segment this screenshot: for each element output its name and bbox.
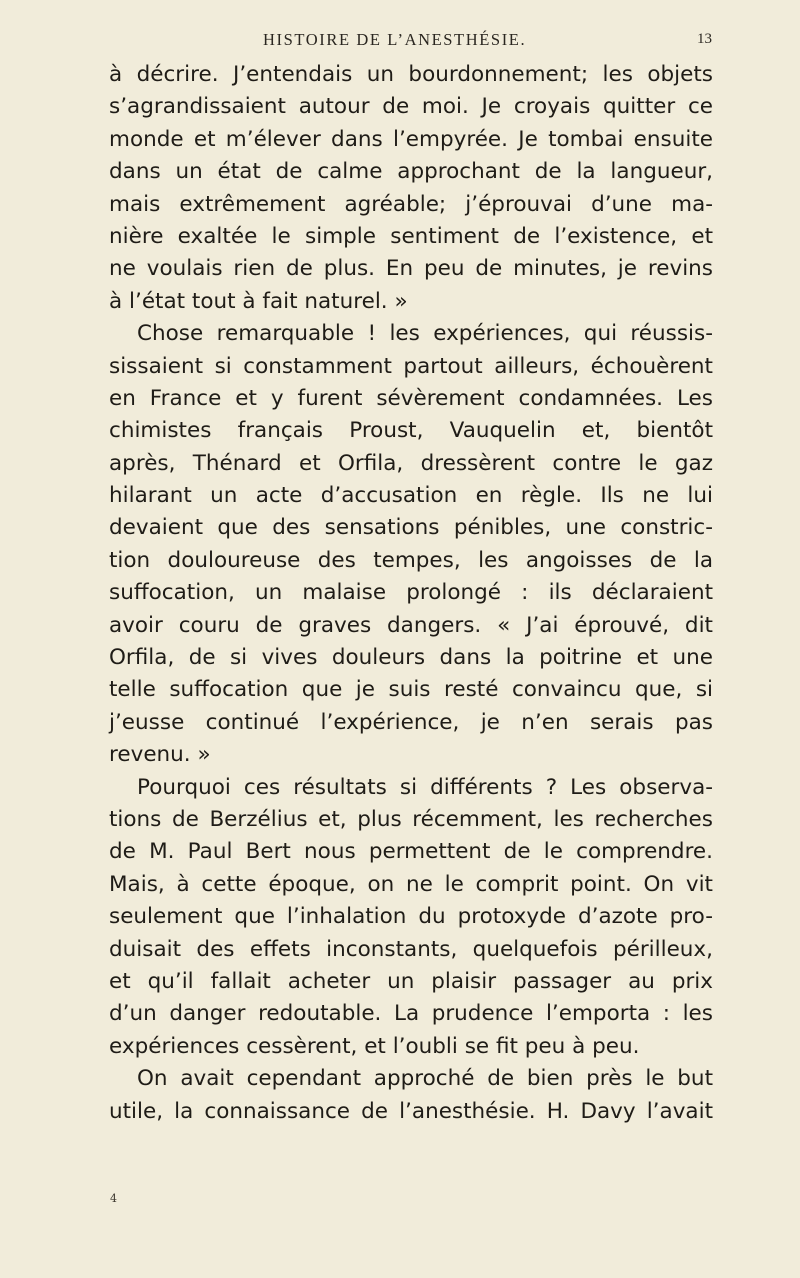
text-line: sissaient si constamment partout ailleurs, échouèrent	[109, 353, 713, 379]
text-line: tions de Berzélius et, plus récemment, les recherches	[109, 806, 713, 832]
text-line: devaient que des sensations pénibles, une constric-	[109, 515, 713, 541]
text-line: telle suffocation que je suis resté convaincu que, si	[109, 677, 713, 703]
text-line: chimistes français Proust, Vauquelin et, bientôt	[109, 418, 713, 444]
text-line: à décrire. J’entendais un bourdonnement; les objets	[109, 62, 713, 87]
text-line: hilarant un acte d’accusation en règle. Ils ne lui	[109, 483, 713, 509]
text-line: Mais, à cette époque, on ne le comprit point. On vit	[109, 871, 713, 897]
text-line: revenu. »	[109, 742, 211, 768]
text-line: Pourquoi ces résultats si différents ? Les observa-	[137, 774, 713, 800]
text-line: utile, la connaissance de l’anesthésie. H. Davy l’avait	[109, 1098, 713, 1124]
body-text	[109, 59, 713, 1128]
text-line: tion douloureuse des tempes, les angoisses de la	[109, 547, 713, 573]
page-number: 13	[697, 31, 712, 47]
text-line: j’eusse continué l’expérience, je n’en serais pas	[109, 709, 713, 735]
text-line: après, Thénard et Orfila, dressèrent contre le gaz	[109, 450, 713, 476]
text-line: ne voulais rien de plus. En peu de minutes, je revins	[109, 256, 713, 282]
text-line: suffocation, un malaise prolongé : ils déclaraient	[109, 580, 713, 606]
text-line: Chose remarquable ! les expériences, qui réussis-	[137, 321, 713, 347]
text-line: duisait des effets inconstants, quelquefois périlleux,	[109, 936, 713, 962]
text-line: monde et m’élever dans l’empyrée. Je tombai ensuite	[109, 126, 713, 152]
text-line: s’agrandissaient autour de moi. Je croyais quitter ce	[109, 94, 713, 120]
signature-mark: 4	[110, 1192, 117, 1205]
text-line: en France et y furent sévèrement condamnées. Les	[109, 385, 713, 411]
text-line: Orfila, de si vives douleurs dans la poitrine et une	[109, 645, 713, 671]
text-line: avoir couru de graves dangers. « J’ai éprouvé, dit	[109, 612, 713, 638]
text-line: expériences cessèrent, et l’oubli se fit peu à peu.	[109, 1033, 640, 1059]
text-line: nière exaltée le simple sentiment de l’existence, et	[109, 223, 713, 249]
text-line: et qu’il fallait acheter un plaisir passager au prix	[109, 968, 713, 994]
text-line: dans un état de calme approchant de la langueur,	[109, 159, 713, 185]
text-line: seulement que l’inhalation du protoxyde d’azote pro-	[109, 904, 713, 930]
running-header: HISTOIRE DE L’ANESTHÉSIE.	[263, 30, 527, 49]
text-line: de M. Paul Bert nous permettent de le comprendre.	[109, 839, 713, 865]
text-line: On avait cependant approché de bien près le but	[137, 1066, 713, 1092]
text-line: d’un danger redoutable. La prudence l’emporta : les	[109, 1001, 713, 1027]
text-line: à l’état tout à fait naturel. »	[109, 288, 408, 314]
text-line: mais extrêmement agréable; j’éprouvai d’une ma-	[109, 191, 713, 217]
